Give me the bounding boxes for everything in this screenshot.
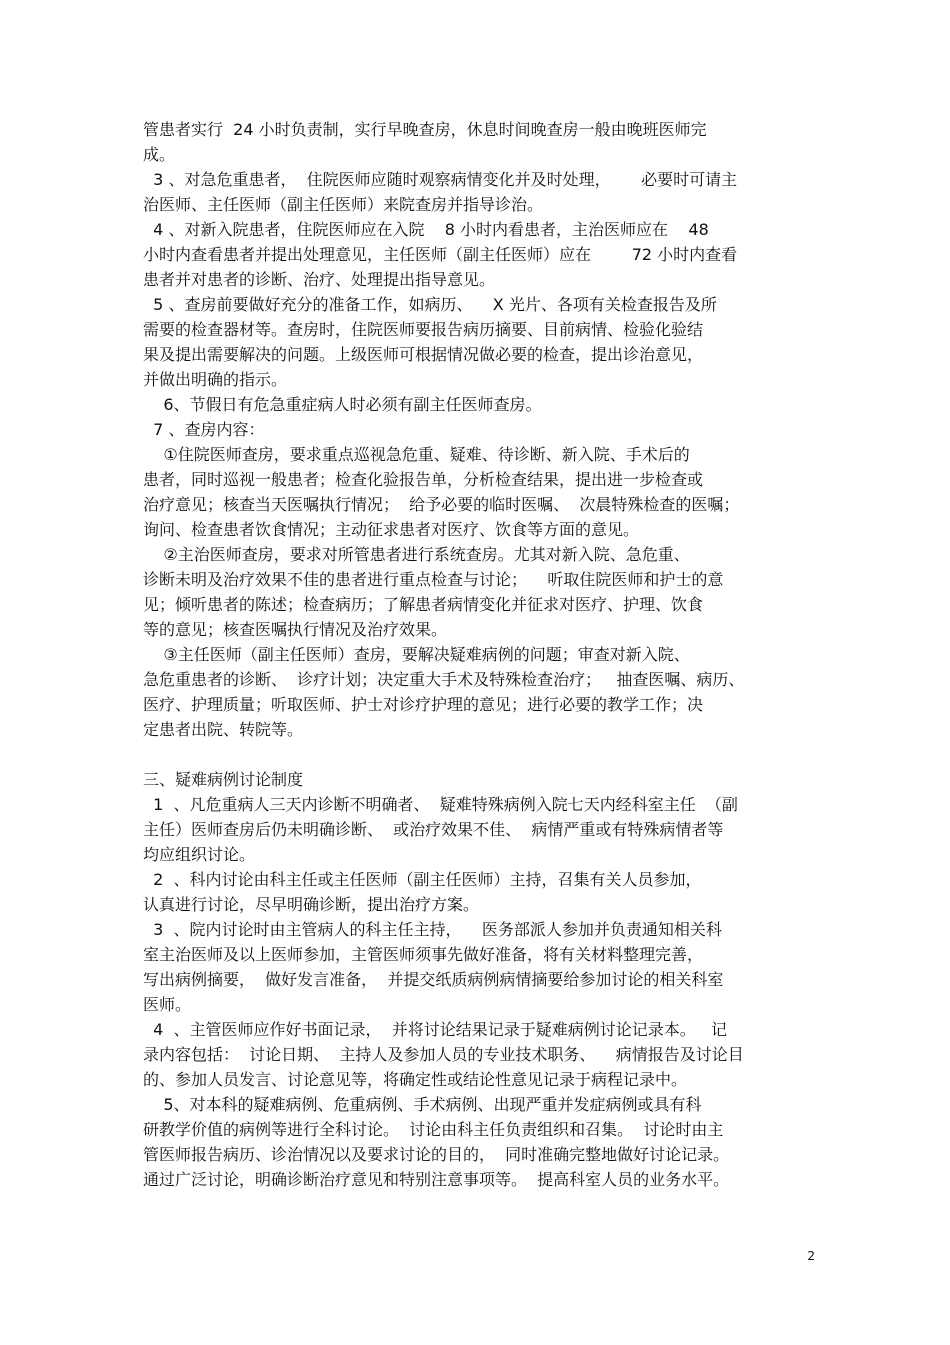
text-line: 5 、查房前要做好充分的准备工作，如病历、 X 光片、各项有关检查报告及所 (143, 295, 717, 314)
text-line: 果及提出需要解决的问题。上级医师可根据情况做必要的检查，提出诊治意见， (143, 345, 704, 364)
text-line: 管医师报告病历、诊治情况以及要求讨论的目的， 同时准确完整地做好讨论记录。 (143, 1145, 730, 1164)
text-line: 管患者实行 24 小时负责制，实行早晚查房，休息时间晚查房一般由晚班医师完 (143, 120, 707, 139)
text-line: 治医师、主任医师（副主任医师）来院查房并指导诊治。 (143, 195, 544, 214)
text-line: 患者，同时巡视一般患者；检查化验报告单，分析检查结果，提出进一步检查或 (143, 470, 704, 489)
text-line: 6、节假日有危急重症病人时必须有副主任医师查房。 (143, 395, 542, 414)
text-line: 诊断未明及治疗效果不佳的患者进行重点检查与讨论； 听取住院医师和护士的意 (143, 570, 724, 589)
text-line: 医师。 (143, 995, 192, 1014)
text-line: 3 、对急危重患者， 住院医师应随时观察病情变化并及时处理， 必要时可请主 (143, 170, 738, 189)
text-line: 1 、凡危重病人三天内诊断不明确者、 疑难特殊病例入院七天内经科室主任 （副 (143, 795, 738, 814)
text-line: 医疗、护理质量；听取医师、护士对诊疗护理的意见；进行必要的教学工作；决 (143, 695, 704, 714)
text-line: 7 、查房内容： (143, 420, 265, 439)
text-line: 通过广泛讨论，明确诊断治疗意见和特别注意事项等。 提高科室人员的业务水平。 (143, 1170, 730, 1189)
text-line: 室主治医师及以上医师参加，主管医师须事先做好准备，将有关材料整理完善， (143, 945, 704, 964)
text-line: 等的意见；核查医嘱执行情况及治疗效果。 (143, 620, 448, 639)
text-line: 小时内查看患者并提出处理意见，主任医师（副主任医师）应在 72 小时内查看 (143, 245, 738, 264)
text-line: 的、参加人员发言、讨论意见等，将确定性或结论性意见记录于病程记录中。 (143, 1070, 688, 1089)
text-line: 录内容包括： 讨论日期、 主持人及参加人员的专业技术职务、 病情报告及讨论目 (143, 1045, 744, 1064)
text-line: 需要的检查器材等。查房时，住院医师要报告病历摘要、目前病情、检验化验结 (143, 320, 704, 339)
text-line: 并做出明确的指示。 (143, 370, 288, 389)
text-line: 均应组织讨论。 (143, 845, 256, 864)
text-line: 患者并对患者的诊断、治疗、处理提出指导意见。 (143, 270, 496, 289)
text-line: ③主任医师（副主任医师）查房，要解决疑难病例的问题；审查对新入院、 (143, 645, 690, 664)
text-line: 研教学价值的病例等进行全科讨论。 讨论由科主任负责组织和召集。 讨论时由主 (143, 1120, 724, 1139)
text-line: 4 、对新入院患者，住院医师应在入院 8 小时内看患者，主治医师应在 48 (143, 220, 709, 239)
text-line: 4 、主管医师应作好书面记录， 并将讨论结果记录于疑难病例讨论记录本。 记 (143, 1020, 727, 1039)
text-line: 2 、科内讨论由科主任或主任医师（副主任医师）主持，召集有关人员参加， (143, 870, 702, 889)
text-line: 定患者出院、转院等。 (143, 720, 304, 739)
page-number: 2 (807, 1249, 815, 1263)
text-line: ②主治医师查房，要求对所管患者进行系统查房。尤其对新入院、急危重、 (143, 545, 690, 564)
text-line: ①住院医师查房，要求重点巡视急危重、疑难、待诊断、新入院、手术后的 (143, 445, 690, 464)
text-line: 询问、检查患者饮食情况；主动征求患者对医疗、饮食等方面的意见。 (143, 520, 640, 539)
text-line: 治疗意见；核查当天医嘱执行情况； 给予必要的临时医嘱、 次晨特殊检查的医嘱； (143, 495, 740, 514)
text-line: 主任）医师查房后仍未明确诊断、 或治疗效果不佳、 病情严重或有特殊病情者等 (143, 820, 724, 839)
text-line: 急危重患者的诊断、 诊疗计划；决定重大手术及特殊检查治疗； 抽查医嘱、病历、 (143, 670, 745, 689)
text-line: 5、对本科的疑难病例、危重病例、手术病例、出现严重并发症病例或具有科 (143, 1095, 702, 1114)
text-line: 写出病例摘要， 做好发言准备， 并提交纸质病例病情摘要给参加讨论的相关科室 (143, 970, 724, 989)
text-line: 认真进行讨论，尽早明确诊断，提出治疗方案。 (143, 895, 480, 914)
text-line: 见；倾听患者的陈述；检查病历；了解患者病情变化并征求对医疗、护理、饮食 (143, 595, 704, 614)
section-heading: 三、疑难病例讨论制度 (143, 770, 304, 789)
text-line: 成。 (143, 145, 176, 164)
text-line: 3 、院内讨论时由主管病人的科主任主持， 医务部派人参加并负责通知相关科 (143, 920, 722, 939)
